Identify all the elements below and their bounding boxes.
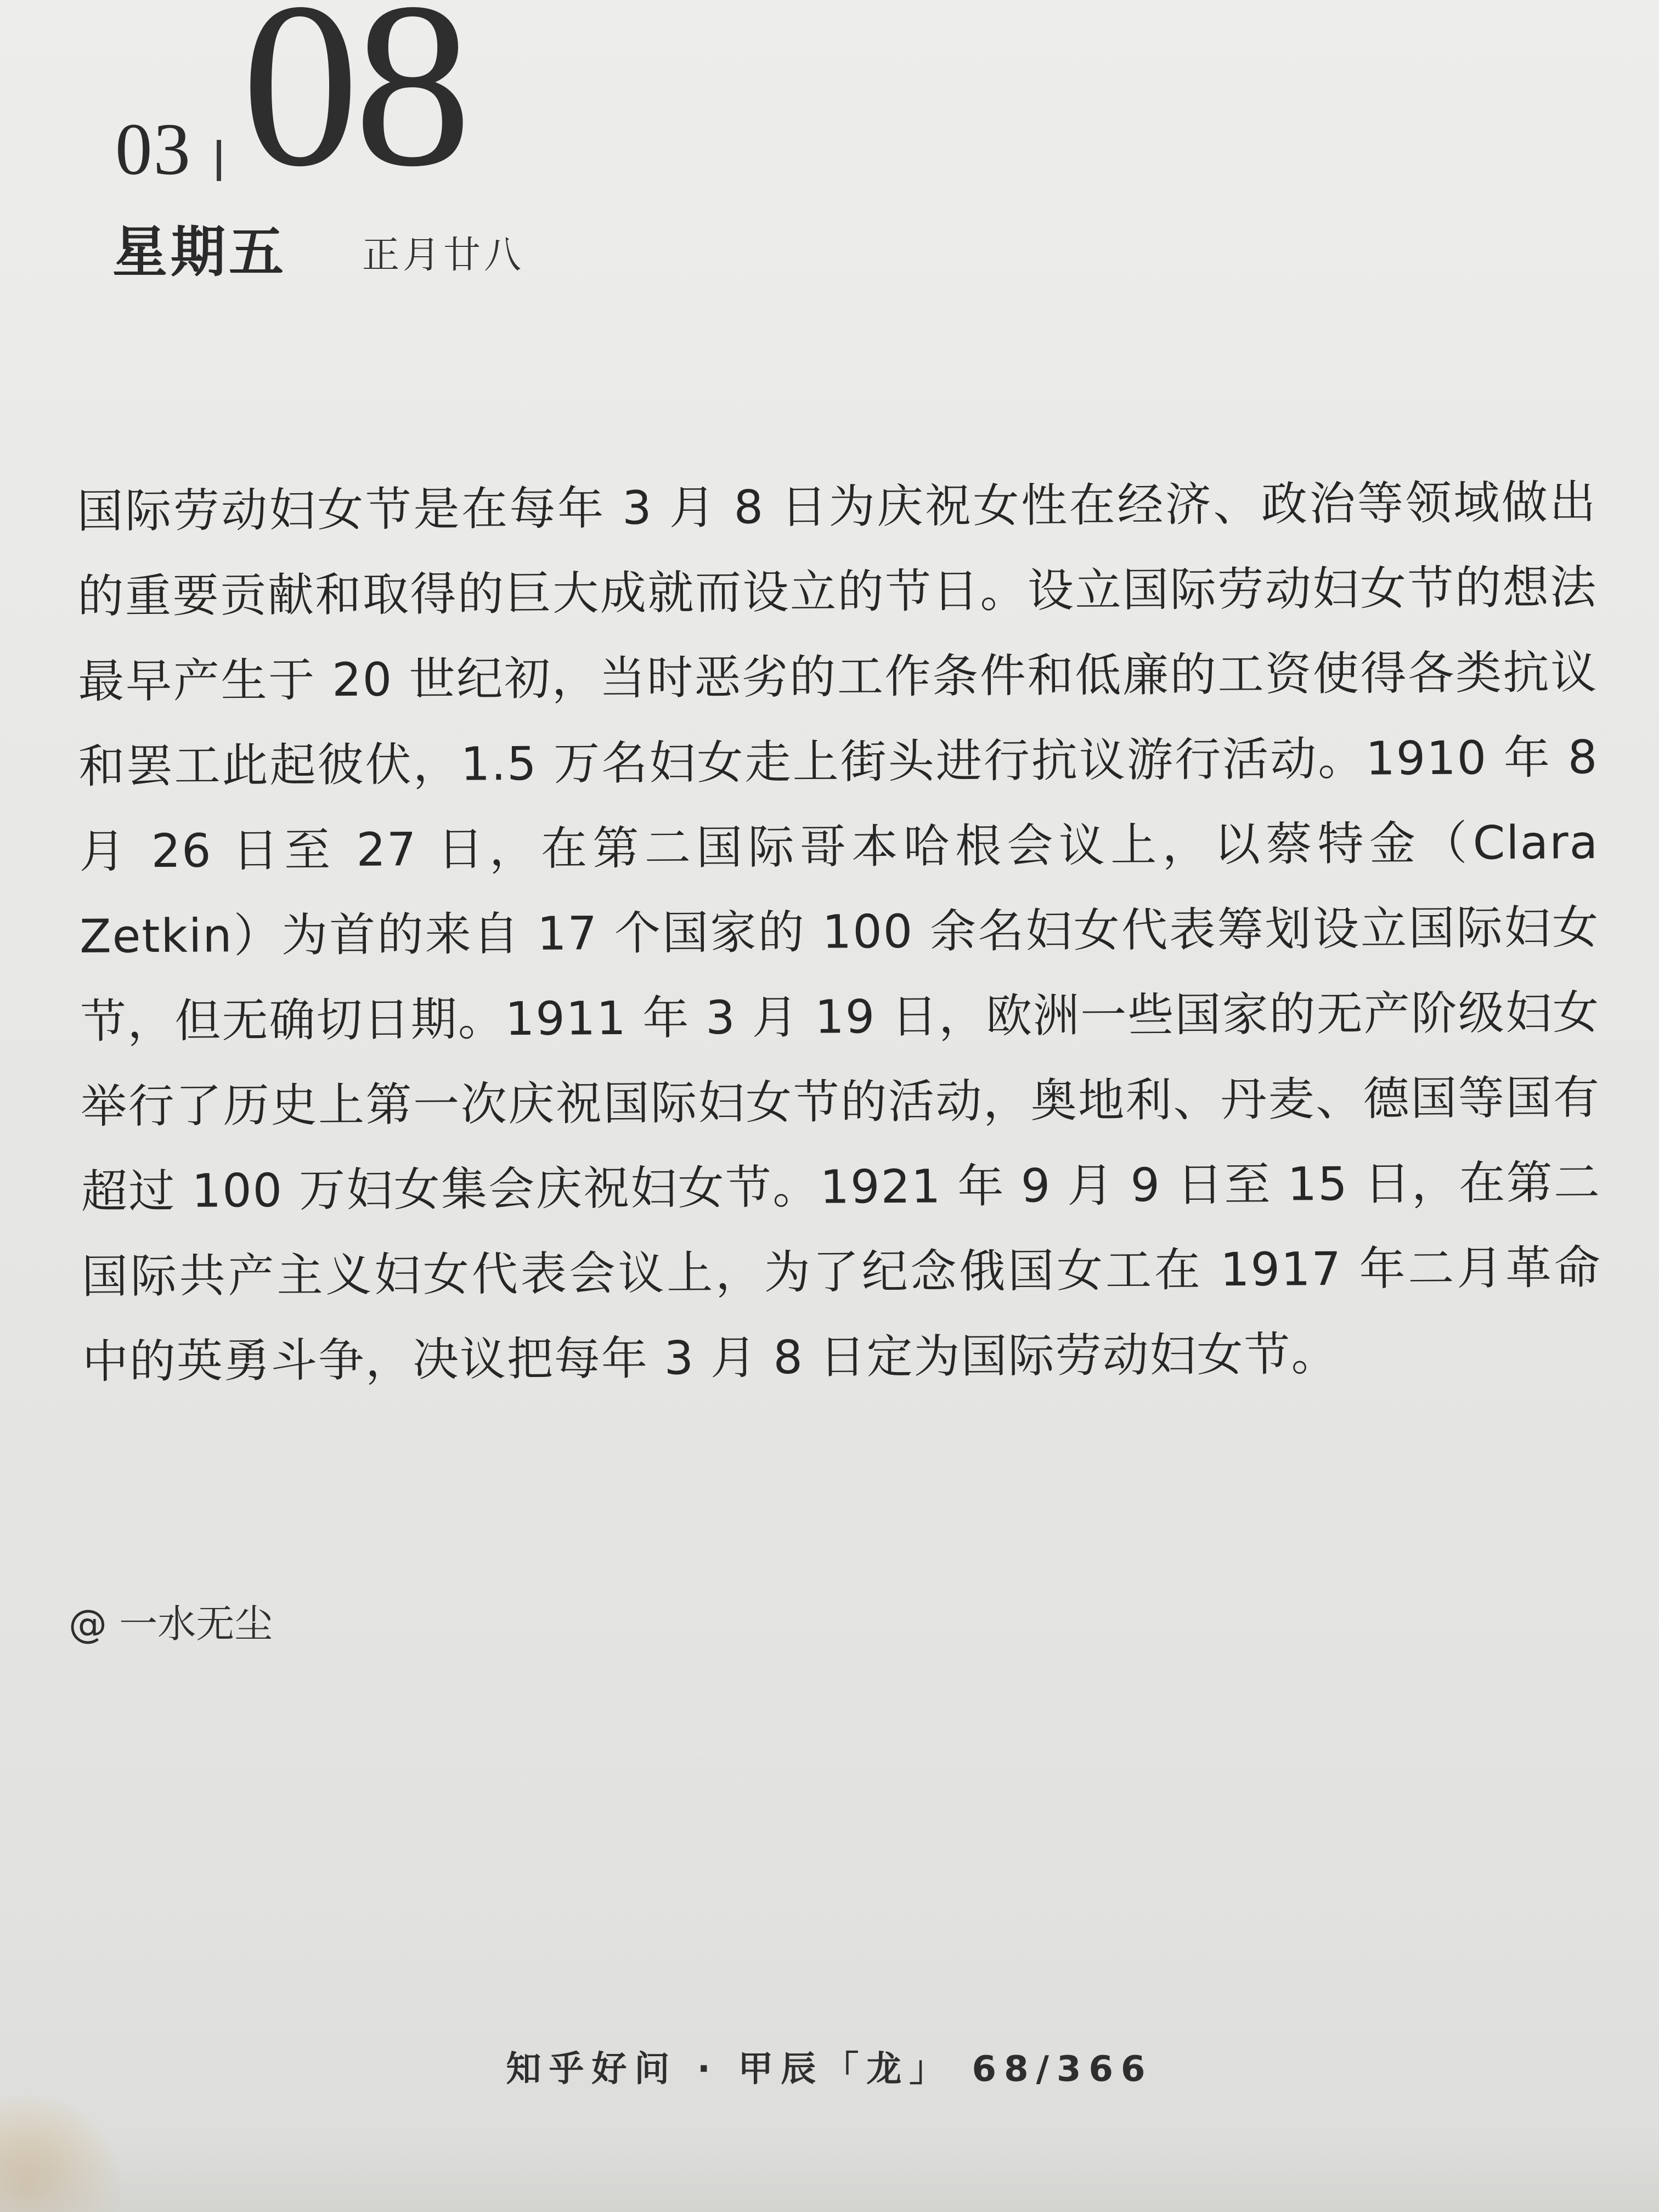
author-credit: @ 一水无尘 xyxy=(69,1601,273,1646)
day-number: 08 xyxy=(241,0,466,216)
month-number: 03 xyxy=(115,109,191,190)
date-divider xyxy=(217,140,221,181)
article-paragraph: 国际劳动妇女节是在每年 3 月 8 日为庆祝女性在经济、政治等领域做出的重要贡献和取得的巨大成就而设立的节日。设立国际劳动妇女节的想法最早产生于 20 世纪初，当时恶劣的工作条件和低廉的工资使得各类抗议和罢工此起彼伏，1.5 万名妇女走上街头进行抗议游行活动。1910 年 8 月 26 日至 27 日，在第二国际哥本哈根会议上，以蔡特金（Clara Zetkin）为首的来自 17 个国家的 100 余名妇女代表筹划设立国际妇女节，但无确切日期。1911 年 3 月 19 日，欧洲一些国家的无产阶级妇女举行了历史上第一次庆祝国际妇女节的活动，奥地利、丹麦、德国等国有超过 100 万妇女集会庆祝妇女节。1921 年 9 月 9 日至 15 日，在第二国际共产主义妇女代表会议上，为了纪念俄国女工在 1917 年二月革命中的英勇斗争，决议把每年 3 月 8 日定为国际劳动妇女节。 xyxy=(77,475,1602,1389)
weekday-label: 星期五 xyxy=(112,220,287,284)
page-footer: 知乎好问 · 甲辰「龙」 68/366 xyxy=(506,2049,1153,2090)
bottom-shadow xyxy=(0,2140,1659,2212)
lunar-date: 正月廿八 xyxy=(362,234,525,277)
